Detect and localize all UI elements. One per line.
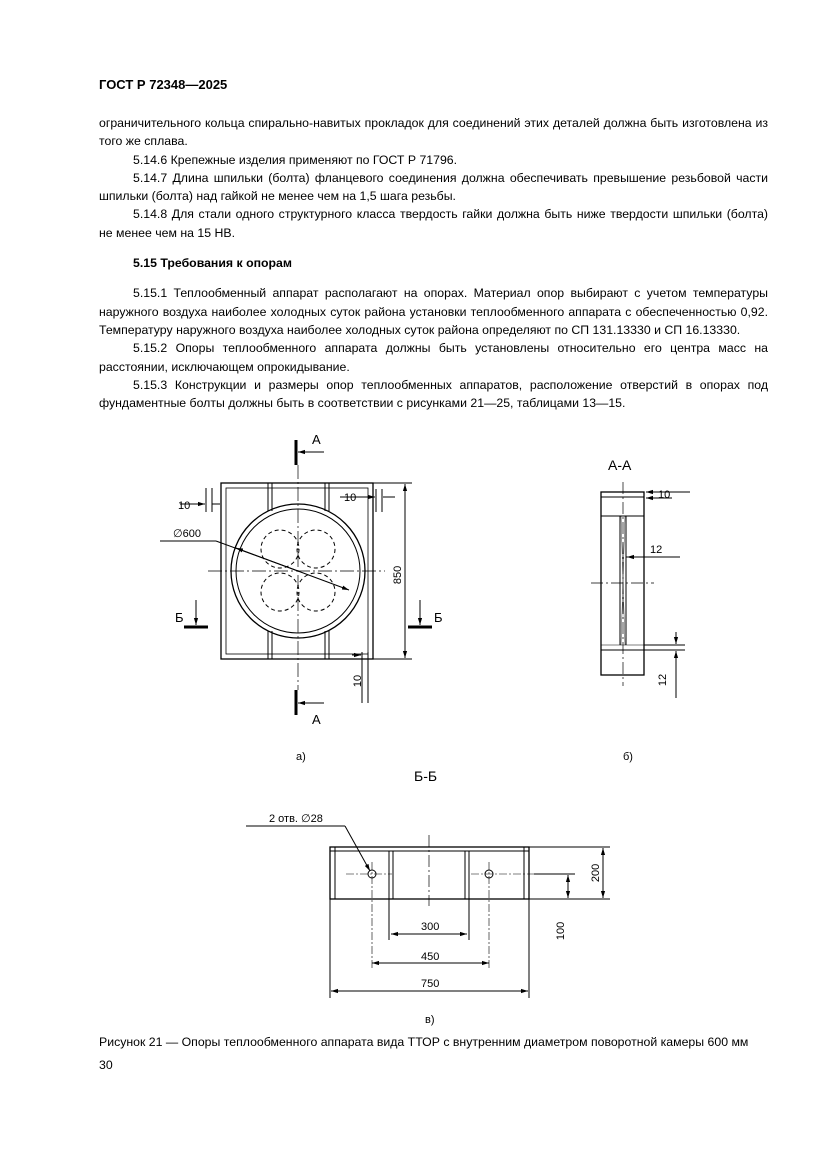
view-c-title: Б-Б (414, 768, 438, 784)
figure-caption: Рисунок 21 — Опоры теплообменного аппарата вида ТТОР с внутренним диаметром поворотной камеры 600 мм (99, 1035, 749, 1049)
dim-c-100: 100 (555, 921, 567, 941)
paragraph: 5.14.7 Длина шпильки (болта) фланцевого соединения должна обеспечивать превышение резьбовой части шпильки (болта) над гайкой не менее чем на 1,5 шага резьбы. (99, 170, 768, 204)
paragraph: 5.15.3 Конструкции и размеры опор теплообменных аппаратов, расположение отверстий в опорах под фундаментные болты должны быть в соответствии с рисунками 21—25, таблицами 13—15. (99, 377, 768, 411)
dim-height-850: 850 (392, 565, 404, 585)
dim-bottom-10: 10 (352, 674, 364, 688)
paragraph: 5.14.6 Крепежные изделия применяют по ГОСТ Р 71796. (133, 152, 458, 167)
sublabel-c: в) (425, 1014, 435, 1026)
holes-callout: 2 отв. ∅28 (269, 813, 323, 825)
dim-b-mid-12: 12 (650, 544, 663, 556)
dim-left-10: 10 (178, 500, 191, 512)
document-header: ГОСТ Р 72348—2025 (99, 77, 228, 92)
section-mark-b-left: Б (175, 610, 184, 625)
dim-c-200: 200 (590, 863, 602, 883)
paragraph: 5.15.2 Опоры теплообменного аппарата должны быть установлены относительно его центра масс на расстоянии, исключающем опрокидывание. (99, 341, 768, 374)
paragraph: 5.15.1 Теплообменный аппарат располагают на опорах. Материал опор выбирают с учетом температуры наружного воздуха наиболее холодных суток района установки теплообменного аппарата с обеспеченностью 0,92. Температуру наружного воздуха наиболее холодных суток района определяют по СП 131.13330 и СП 16.13330. (99, 286, 768, 337)
section-mark-a-top: А (312, 432, 321, 447)
page-number: 30 (99, 1058, 113, 1072)
section-heading: 5.15 Требования к опорам (133, 256, 292, 271)
dim-c-750: 750 (421, 978, 440, 990)
paragraph: 5.14.8 Для стали одного структурного класса твердость гайки должна быть ниже твердости шпильки (болта) не менее чем на 15 НВ. (99, 207, 768, 240)
dim-b-top-10: 10 (658, 489, 671, 501)
dim-c-300: 300 (421, 921, 440, 933)
view-b-title: А-А (608, 457, 632, 473)
dim-c-450: 450 (421, 951, 440, 963)
paragraph: ограничительного кольца спирально-навитых прокладок для соединений этих деталей должна быть изготовлена из того же сплава. (99, 116, 768, 149)
section-mark-b-right: Б (434, 610, 443, 625)
view-c-drawing (246, 826, 610, 998)
dim-diameter-600: ∅600 (173, 528, 201, 540)
section-mark-a-bottom: А (312, 712, 321, 727)
dim-top-10: 10 (344, 492, 357, 504)
view-b-drawing (591, 482, 690, 698)
sublabel-a: а) (296, 751, 306, 763)
dim-b-bottom-12: 12 (657, 673, 669, 687)
sublabel-b: б) (623, 751, 633, 763)
